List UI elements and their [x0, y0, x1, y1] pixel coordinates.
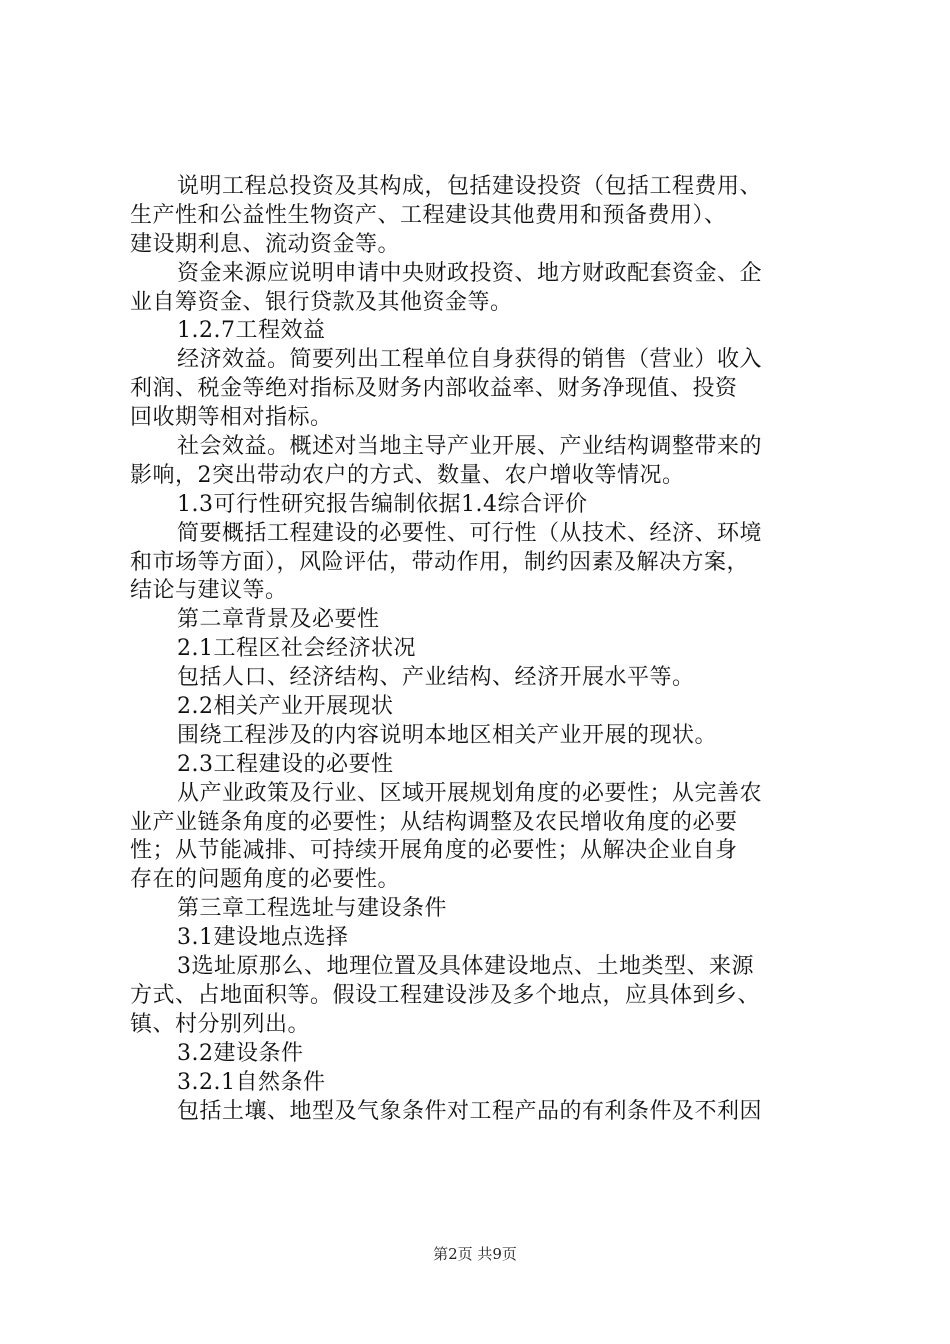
text-line: 社会效益。概述对当地主导产业开展、产业结构调整带来的	[177, 434, 763, 460]
text-line: 第三章工程选址与建设条件	[177, 896, 448, 922]
text-line: 生产性和公益性生物资产、工程建设其他费用和预备费用）、	[130, 202, 727, 228]
text-line: 业自筹资金、银行贷款及其他资金等。	[130, 289, 513, 315]
text-line: 3.1建设地点选择	[177, 925, 349, 951]
text-line: 影响，2突出带动农户的方式、数量、农户增收等情况。	[130, 462, 685, 488]
text-line: 第二章背景及必要性	[177, 607, 380, 633]
text-line: 方式、占地面积等。假设工程建设涉及多个地点，应具体到乡、	[130, 982, 761, 1008]
text-line: 3.2.1自然条件	[177, 1069, 326, 1095]
text-line: 镇、村分别列出。	[130, 1011, 311, 1037]
page-footer: 第2页 共9页	[433, 1245, 517, 1263]
text-line: 说明工程总投资及其构成，包括建设投资（包括工程费用、	[177, 174, 763, 199]
text-line: 包括土壤、地型及气象条件对工程产品的有利条件及不利因	[177, 1098, 763, 1124]
text-line: 性；从节能减排、可持续开展角度的必要性；从解决企业自身	[130, 838, 738, 864]
text-line: 和市场等方面），风险评估，带动作用，制约因素及解决方案，	[130, 549, 750, 575]
text-line: 2.3工程建设的必要性	[177, 751, 394, 777]
text-line: 3.2建设条件	[177, 1040, 304, 1066]
text-line: 1.3可行性研究报告编制依据1.4综合评价	[177, 491, 588, 517]
text-line: 结论与建议等。	[130, 578, 288, 604]
text-line: 存在的问题角度的必要性。	[130, 867, 401, 893]
text-line: 利润、税金等绝对指标及财务内部收益率、财务净现值、投资	[130, 376, 738, 402]
text-line: 资金来源应说明申请中央财政投资、地方财政配套资金、企	[177, 260, 763, 286]
text-line: 建设期利息、流动资金等。	[130, 231, 401, 257]
text-line: 围绕工程涉及的内容说明本地区相关产业开展的现状。	[177, 722, 718, 748]
text-line: 2.1工程区社会经济状况	[177, 636, 416, 662]
text-line: 业产业链条角度的必要性；从结构调整及农民增收角度的必要	[130, 809, 738, 835]
text-line: 简要概括工程建设的必要性、可行性（从技术、经济、环境	[177, 520, 763, 546]
text-line: 回收期等相对指标。	[130, 405, 333, 431]
text-line: 3选址原那么、地理位置及具体建设地点、土地类型、来源	[177, 954, 754, 980]
text-line: 1.2.7工程效益	[177, 318, 326, 344]
text-line: 包括人口、经济结构、产业结构、经济开展水平等。	[177, 665, 695, 691]
text-line: 从产业政策及行业、区域开展规划角度的必要性；从完善农	[177, 780, 763, 806]
text-line: 经济效益。简要列出工程单位自身获得的销售（营业）收入	[177, 347, 763, 373]
document-body	[130, 173, 835, 1126]
text-line: 2.2相关产业开展现状	[177, 694, 394, 720]
